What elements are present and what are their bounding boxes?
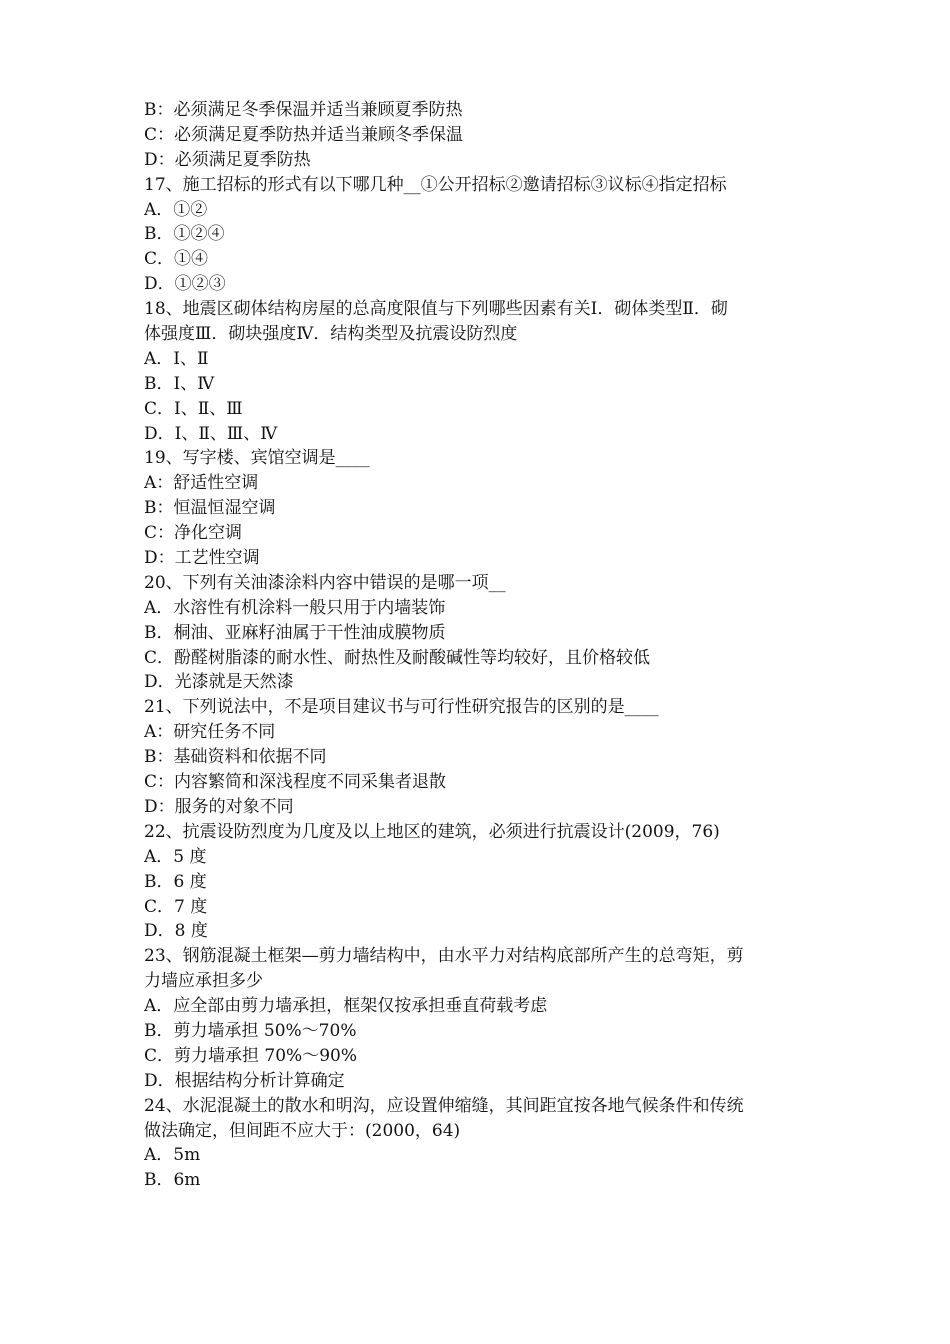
option-line: A．应全部由剪力墙承担，框架仅按承担垂直荷载考虑 — [144, 996, 548, 1017]
option-line: B．桐油、亚麻籽油属于干性油成膜物质 — [144, 622, 446, 643]
option-line: C．酚醛树脂漆的耐水性、耐热性及耐酸碱性等均较好，且价格较低 — [144, 647, 651, 668]
question-22: 22、抗震设防烈度为几度及以上地区的建筑，必须进行抗震设计(2009，76) — [144, 821, 720, 842]
question-17: 17、施工招标的形式有以下哪几种__①公开招标②邀请招标③议标④指定招标 — [144, 174, 727, 195]
option-line: D．光漆就是天然漆 — [144, 672, 294, 693]
question-18-continued: 体强度Ⅲ．砌块强度Ⅳ．结构类型及抗震设防烈度 — [144, 324, 518, 345]
option-line: B：基础资料和依据不同 — [144, 747, 327, 768]
option-line: A．①② — [144, 199, 208, 220]
option-line: B．6m — [144, 1170, 201, 1191]
question-23: 23、钢筋混凝土框架—剪力墙结构中，由水平力对结构底部所产生的总弯矩，剪 — [144, 946, 744, 967]
question-24: 24、水泥混凝土的散水和明沟，应设置伸缩缝，其间距宜按各地气候条件和传统 — [144, 1095, 744, 1116]
option-line: C．①④ — [144, 249, 209, 270]
option-line: D．Ⅰ、Ⅱ、Ⅲ、Ⅳ — [144, 423, 278, 444]
option-line: A．Ⅰ、Ⅱ — [144, 348, 209, 369]
option-line: B．剪力墙承担 50%～70% — [144, 1020, 357, 1041]
question-23-continued: 力墙应承担多少 — [144, 971, 263, 992]
option-line: D．8 度 — [144, 921, 208, 942]
question-24-continued: 做法确定，但间距不应大于：(2000，64) — [144, 1120, 461, 1141]
question-18: 18、地震区砌体结构房屋的总高度限值与下列哪些因素有关Ⅰ．砌体类型Ⅱ．砌 — [144, 299, 728, 320]
question-19: 19、写字楼、宾馆空调是____ — [144, 448, 370, 469]
option-line: B．Ⅰ、Ⅳ — [144, 373, 215, 394]
option-line: B．6 度 — [144, 871, 207, 892]
option-line: D：工艺性空调 — [144, 548, 260, 569]
option-line: C．7 度 — [144, 896, 208, 917]
option-line: C：净化空调 — [144, 523, 243, 544]
question-20: 20、下列有关油漆涂料内容中错误的是哪一项__ — [144, 572, 506, 593]
question-21: 21、下列说法中，不是项目建议书与可行性研究报告的区别的是____ — [144, 697, 659, 718]
option-line: A．5m — [144, 1145, 201, 1166]
option-line: D．根据结构分析计算确定 — [144, 1070, 345, 1091]
option-line: C：内容繁简和深浅程度不同采集者退散 — [144, 772, 447, 793]
option-line: D．①②③ — [144, 274, 226, 295]
option-line: C．剪力墙承担 70%～90% — [144, 1045, 357, 1066]
option-line: C：必须满足夏季防热并适当兼顾冬季保温 — [144, 124, 464, 145]
option-line: A．水溶性有机涂料一般只用于内墙装饰 — [144, 597, 446, 618]
option-line: B：必须满足冬季保温并适当兼顾夏季防热 — [144, 100, 463, 120]
option-line: D：服务的对象不同 — [144, 796, 294, 817]
option-line: A：研究任务不同 — [144, 722, 276, 743]
option-line: B：恒温恒湿空调 — [144, 498, 276, 519]
document-body — [144, 98, 816, 1193]
option-line: A．5 度 — [144, 846, 207, 867]
option-line: B．①②④ — [144, 224, 225, 245]
option-line: D：必须满足夏季防热 — [144, 149, 311, 170]
option-line: A：舒适性空调 — [144, 473, 259, 494]
option-line: C．Ⅰ、Ⅱ、Ⅲ — [144, 398, 243, 419]
